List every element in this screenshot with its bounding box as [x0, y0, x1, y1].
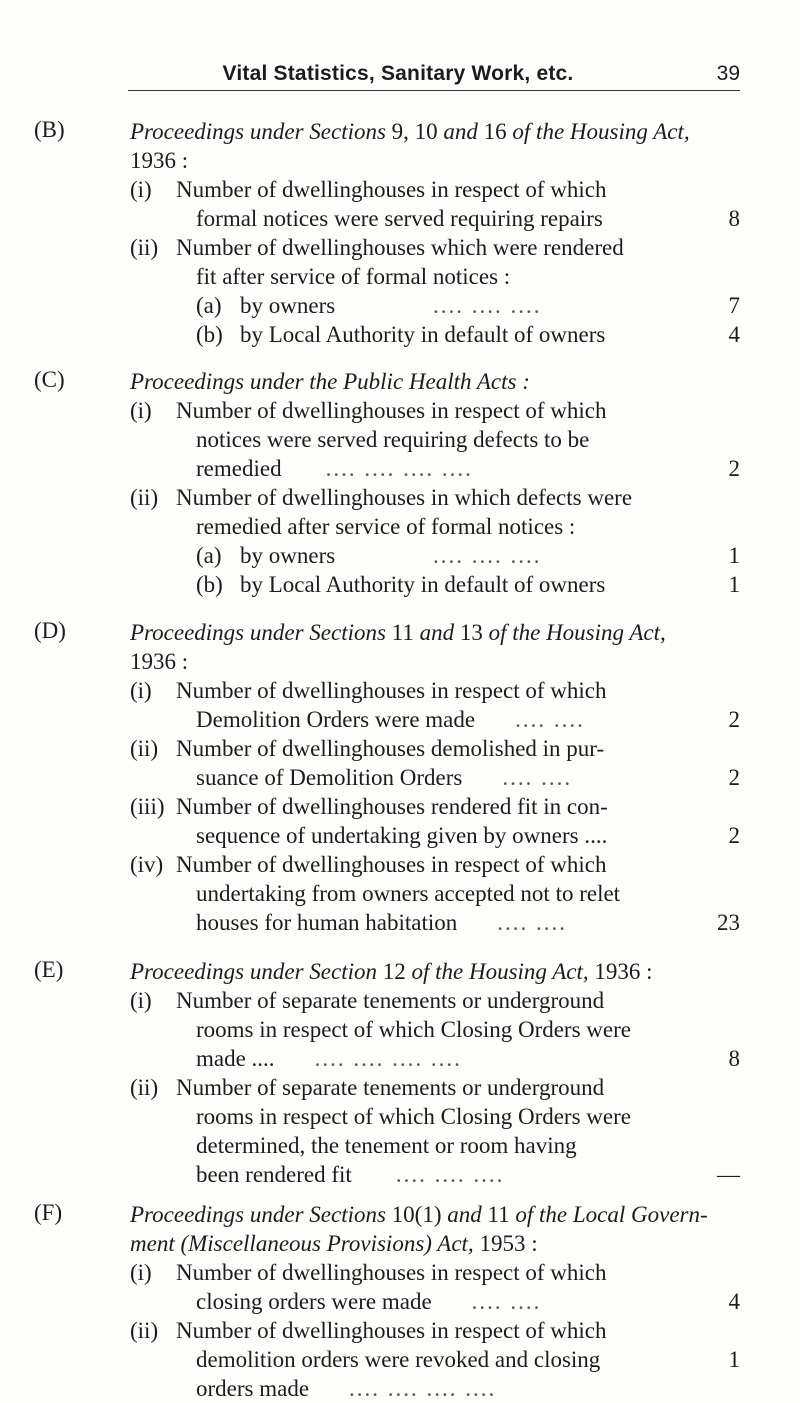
- text-line: [176, 908, 696, 937]
- text-line: [176, 705, 696, 734]
- item-value: 2: [728, 765, 740, 790]
- section-letter: (E): [34, 957, 64, 982]
- title-part: 10(1): [391, 1202, 442, 1227]
- text-line: rooms in respect of which Closing Orders were: [196, 1104, 631, 1129]
- sub-text: by owners: [240, 293, 336, 318]
- leader-dots: .... .... ....: [395, 1162, 505, 1187]
- title-part: ment (: [130, 1231, 189, 1256]
- item-value: 1: [728, 1347, 740, 1372]
- sub-item: [196, 570, 605, 599]
- text-line: [176, 1160, 696, 1189]
- text-part: been rendered fit: [196, 1162, 352, 1187]
- item-value: 1: [728, 543, 740, 568]
- section-title: [130, 618, 740, 676]
- item-number: (i): [130, 678, 152, 703]
- text-line: [176, 763, 696, 792]
- title-part: 11: [391, 620, 414, 645]
- title-part: Proceedings under Sections: [130, 1202, 392, 1227]
- title-part: Proceedings under Sections: [130, 119, 392, 144]
- sub-item: [196, 320, 605, 349]
- page-number: 39: [716, 62, 740, 85]
- title-part: of the Housing Act,: [506, 119, 690, 144]
- text-line: Number of dwellinghouses which were rendered: [176, 235, 624, 260]
- text-line: [176, 1374, 696, 1403]
- leader-dots: .... ....: [471, 1289, 542, 1314]
- text-line: formal notices were served requiring repairs: [196, 206, 603, 231]
- text-line: [176, 1287, 696, 1316]
- title-part: 1936 :: [594, 959, 653, 984]
- item-text: [176, 233, 696, 291]
- text-part: orders made: [196, 1376, 310, 1401]
- item-text: [176, 396, 696, 483]
- item-value: 2: [728, 823, 740, 848]
- sub-text: by Local Authority in default of owners: [240, 322, 606, 347]
- item-number: (i): [130, 398, 152, 423]
- leader-dots: .... .... .... ....: [349, 1376, 497, 1401]
- item-value: —: [717, 1162, 740, 1187]
- item-text: [176, 792, 696, 850]
- text-line: Number of dwellinghouses in respect of which: [176, 398, 607, 423]
- item-number: (ii): [130, 1075, 159, 1100]
- item-value: 23: [717, 910, 740, 935]
- section-title: [130, 117, 740, 175]
- item-text: [176, 986, 696, 1073]
- item-number: (ii): [130, 485, 159, 510]
- title-part: ) Act,: [424, 1231, 480, 1256]
- text-line: Number of dwellinghouses in respect of which: [176, 852, 607, 877]
- title-part: 11: [487, 1202, 510, 1227]
- sub-label: (b): [196, 322, 223, 347]
- leader-dots: .... .... ....: [432, 293, 542, 318]
- item-value: 7: [728, 293, 740, 318]
- item-value: 8: [728, 1046, 740, 1071]
- section-title: [130, 1200, 770, 1258]
- item-text: [176, 483, 696, 541]
- text-line: Number of dwellinghouses in respect of which: [176, 1260, 607, 1285]
- item-number: (i): [130, 988, 152, 1013]
- item-number: (i): [130, 177, 152, 202]
- text-line: undertaking from owners accepted not to relet: [196, 881, 621, 906]
- running-header: [128, 52, 740, 92]
- item-value: 8: [728, 206, 740, 231]
- text-part: made ....: [196, 1046, 275, 1071]
- item-value: 4: [728, 1289, 740, 1314]
- title-part: 1936 :: [130, 649, 189, 674]
- title-part: and: [441, 1202, 488, 1227]
- section-letter: (C): [34, 367, 65, 392]
- text-line: remedied after service of formal notices :: [196, 514, 576, 539]
- sub-item: [196, 291, 541, 320]
- running-title: Vital Statistics, Sanitary Work, etc.: [222, 62, 574, 85]
- title-part: Proceedings under Sections: [130, 620, 392, 645]
- title-part: 9, 10: [391, 119, 438, 144]
- sub-label: (a): [196, 293, 222, 318]
- sub-text: by owners: [240, 543, 336, 568]
- sub-item: [196, 541, 541, 570]
- text-line: Number of dwellinghouses rendered fit in con-: [176, 794, 608, 819]
- leader-dots: .... .... ....: [432, 543, 542, 568]
- title-part: Proceedings under Section: [130, 959, 383, 984]
- item-text: [176, 1258, 696, 1316]
- item-text: [176, 1316, 696, 1403]
- sub-label: (a): [196, 543, 222, 568]
- item-value: 2: [728, 456, 740, 481]
- text-line: Number of separate tenements or underground: [176, 988, 605, 1013]
- title-part: of the Housing Act,: [482, 620, 666, 645]
- item-value: 1: [728, 572, 740, 597]
- text-line: Number of dwellinghouses demolished in pur-: [176, 736, 605, 761]
- section-title: [130, 957, 740, 986]
- leader-dots: .... .... .... ....: [325, 456, 473, 481]
- title-part: of the Housing Act,: [405, 959, 595, 984]
- text-line: rooms in respect of which Closing Orders were: [196, 1017, 631, 1042]
- title-part: and: [437, 119, 484, 144]
- title-part: 12: [382, 959, 406, 984]
- item-text: [176, 175, 696, 233]
- item-number: (ii): [130, 235, 159, 260]
- text-line: Number of dwellinghouses in respect of which: [176, 678, 607, 703]
- item-text: [176, 1073, 696, 1189]
- text-part: houses for human habitation: [196, 910, 458, 935]
- section-letter: (D): [34, 618, 66, 643]
- text-part: closing orders were made: [196, 1289, 432, 1314]
- item-text: [176, 850, 696, 937]
- text-part: suance of Demolition Orders: [196, 765, 463, 790]
- title-part: 13: [459, 620, 483, 645]
- title-part: 1953 :: [479, 1231, 538, 1256]
- text-line: Number of dwellinghouses in respect of which: [176, 1318, 607, 1343]
- text-line: Number of dwellinghouses in which defects were: [176, 485, 633, 510]
- sub-text: by Local Authority in default of owners: [240, 572, 606, 597]
- item-text: [176, 676, 696, 734]
- text-line: Number of dwellinghouses in respect of which: [176, 177, 607, 202]
- text-line: fit after service of formal notices :: [196, 264, 511, 289]
- text-line: demolition orders were revoked and closing: [196, 1347, 601, 1372]
- leader-dots: .... ....: [515, 707, 585, 732]
- header-rule: [128, 90, 740, 91]
- item-text: [176, 734, 696, 792]
- leader-dots: .... .... .... ....: [314, 1046, 462, 1071]
- text-line: [176, 454, 696, 483]
- title-part: of the Local Govern-: [509, 1202, 708, 1227]
- item-number: (ii): [130, 1318, 159, 1343]
- section-letter: (F): [34, 1200, 63, 1225]
- item-value: 4: [728, 322, 740, 347]
- title-part: 1936 :: [130, 148, 189, 173]
- item-number: (iv): [130, 852, 164, 877]
- text-line: notices were served requiring defects to be: [196, 427, 590, 452]
- title-part: and: [413, 620, 460, 645]
- text-line: sequence of undertaking given by owners ....: [196, 823, 608, 848]
- text-line: [176, 1044, 696, 1073]
- sub-label: (b): [196, 572, 223, 597]
- text-part: Demolition Orders were made: [196, 707, 476, 732]
- section-letter: (B): [34, 117, 65, 142]
- title-part: 16: [483, 119, 507, 144]
- item-number: (i): [130, 1260, 152, 1285]
- leader-dots: .... ....: [497, 910, 568, 935]
- text-line: determined, the tenement or room having: [196, 1133, 577, 1158]
- item-value: 2: [728, 707, 740, 732]
- leader-dots: .... ....: [502, 765, 573, 790]
- item-number: (iii): [130, 794, 165, 819]
- title-part: Miscellaneous Provisions: [188, 1231, 425, 1256]
- text-part: remedied: [196, 456, 282, 481]
- text-line: Number of separate tenements or underground: [176, 1075, 605, 1100]
- item-number: (ii): [130, 736, 159, 761]
- section-title: Proceedings under the Public Health Acts :: [130, 369, 530, 394]
